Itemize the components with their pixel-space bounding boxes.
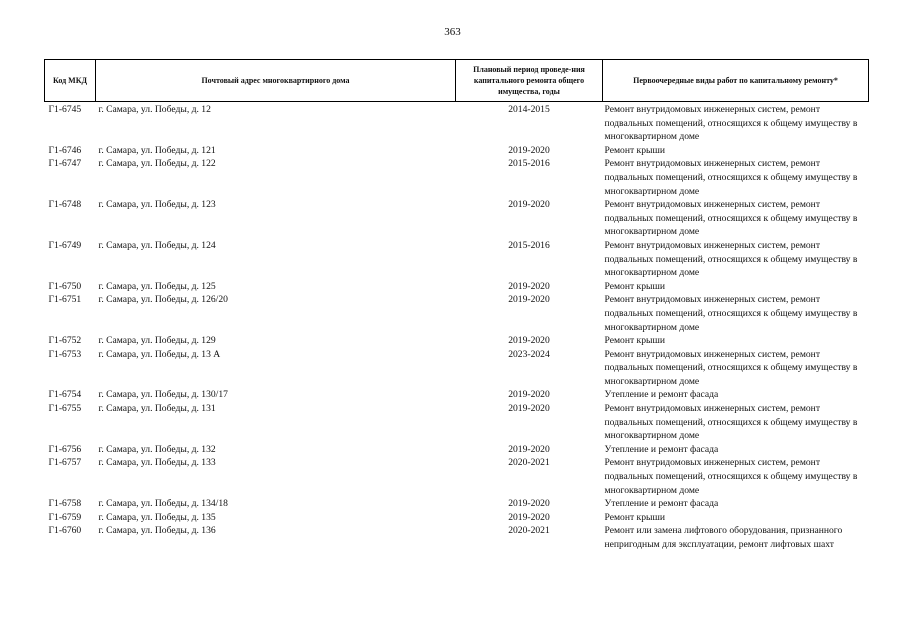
mkd-code-cell: Г1-6749 — [48, 239, 82, 251]
works-cell: Ремонт или замена лифтового оборудования, признанного непригодным для эксплуатации, ремонт лифтовых шахт — [604, 525, 843, 550]
column-header-code: Код МКД — [45, 60, 96, 102]
works-cell: Ремонт внутридомовых инженерных систем, ремонт подвальных помещений, относящихся к общему имуществу в многоквартирном доме — [604, 457, 858, 496]
period-cell: 2019-2020 — [508, 335, 550, 347]
address-cell: г. Самара, ул. Победы, д. 135 — [98, 511, 216, 523]
table-row — [45, 388, 869, 402]
address-cell: г. Самара, ул. Победы, д. 130/17 — [98, 389, 228, 401]
table-row — [45, 443, 869, 457]
page-number: 363 — [444, 26, 461, 38]
table-row — [45, 157, 869, 198]
address-cell: г. Самара, ул. Победы, д. 126/20 — [98, 294, 228, 306]
address-cell: г. Самара, ул. Победы, д. 134/18 — [98, 498, 228, 510]
works-cell: Ремонт крыши — [604, 335, 665, 347]
table-row — [45, 239, 869, 280]
works-cell: Ремонт внутридомовых инженерных систем, ремонт подвальных помещений, относящихся к общему имуществу в многоквартирном доме — [604, 294, 858, 333]
period-cell: 2019-2020 — [508, 389, 550, 401]
period-cell: 2019-2020 — [508, 144, 550, 156]
mkd-code-cell: Г1-6756 — [48, 443, 82, 455]
address-cell: г. Самара, ул. Победы, д. 131 — [98, 403, 216, 415]
mkd-code-cell: Г1-6745 — [48, 104, 82, 115]
mkd-code-cell: Г1-6747 — [48, 158, 82, 170]
period-cell: 2020-2021 — [508, 457, 550, 469]
period-cell: 2019-2020 — [508, 280, 550, 292]
mkd-code-cell: Г1-6754 — [48, 389, 82, 401]
column-header-period: Плановый период проведе-ния капитального ремонта общего имущества, годы — [456, 60, 603, 102]
table-row — [45, 334, 869, 348]
table-row — [45, 280, 869, 294]
table-row — [45, 348, 869, 389]
table-row — [45, 511, 869, 525]
mkd-code-cell: Г1-6758 — [48, 498, 82, 510]
table-row — [45, 402, 869, 443]
table-row — [45, 497, 869, 511]
period-cell: 2015-2016 — [508, 239, 550, 251]
address-cell: г. Самара, ул. Победы, д. 121 — [98, 144, 216, 156]
mkd-code-cell: Г1-6753 — [48, 348, 82, 360]
address-cell: г. Самара, ул. Победы, д. 133 — [98, 457, 216, 469]
address-cell: г. Самара, ул. Победы, д. 125 — [98, 280, 216, 292]
works-cell: Ремонт крыши — [604, 280, 665, 292]
address-cell: г. Самара, ул. Победы, д. 123 — [98, 199, 216, 211]
table-row — [45, 293, 869, 334]
works-cell: Утепление и ремонт фасада — [604, 389, 719, 401]
works-cell: Ремонт внутридомовых инженерных систем, ремонт подвальных помещений, относящихся к общему имуществу в многоквартирном доме — [604, 104, 858, 143]
works-cell: Ремонт внутридомовых инженерных систем, ремонт подвальных помещений, относящихся к общему имуществу в многоквартирном доме — [604, 403, 858, 442]
works-cell: Утепление и ремонт фасада — [604, 443, 719, 455]
table-body — [45, 102, 869, 552]
address-cell: г. Самара, ул. Победы, д. 136 — [98, 525, 216, 537]
address-cell: г. Самара, ул. Победы, д. 129 — [98, 335, 216, 347]
mkd-code-cell: Г1-6751 — [48, 294, 82, 306]
period-cell: 2019-2020 — [508, 294, 550, 306]
address-cell: г. Самара, ул. Победы, д. 122 — [98, 158, 216, 170]
works-cell: Ремонт внутридомовых инженерных систем, ремонт подвальных помещений, относящихся к общему имуществу в многоквартирном доме — [604, 239, 858, 279]
works-cell: Ремонт внутридомовых инженерных систем, ремонт подвальных помещений, относящихся к общему имуществу в многоквартирном доме — [604, 158, 858, 197]
mkd-code-cell: Г1-6759 — [48, 511, 82, 523]
table-row — [45, 103, 869, 144]
works-cell: Утепление и ремонт фасада — [604, 498, 719, 510]
period-cell: 2019-2020 — [508, 443, 550, 455]
works-cell: Ремонт внутридомовых инженерных систем, ремонт подвальных помещений, относящихся к общему имуществу в многоквартирном доме — [604, 199, 858, 238]
mkd-code-cell: Г1-6746 — [48, 144, 82, 156]
column-header-works: Первоочередные виды работ по капитальному ремонту* — [603, 60, 869, 102]
works-cell: Ремонт крыши — [604, 144, 665, 156]
table-row — [45, 524, 869, 551]
mkd-code-cell: Г1-6760 — [48, 525, 82, 537]
address-cell: г. Самара, ул. Победы, д. 13 А — [98, 348, 221, 360]
period-cell: 2019-2020 — [508, 403, 550, 415]
mkd-code-cell: Г1-6748 — [48, 199, 82, 211]
housing-register-table — [44, 59, 869, 552]
address-cell: г. Самара, ул. Победы, д. 132 — [98, 443, 216, 455]
mkd-code-cell: Г1-6757 — [48, 457, 82, 469]
works-cell: Ремонт крыши — [604, 511, 665, 523]
period-cell: 2019-2020 — [508, 498, 550, 510]
table-header-row — [45, 60, 869, 102]
table-row — [45, 198, 869, 239]
period-cell: 2019-2020 — [508, 199, 550, 211]
address-cell: г. Самара, ул. Победы, д. 124 — [98, 239, 216, 251]
mkd-code-cell: Г1-6752 — [48, 335, 82, 347]
period-cell: 2014-2015 — [508, 104, 550, 115]
table-row — [45, 144, 869, 158]
table-row — [45, 456, 869, 497]
period-cell: 2023-2024 — [508, 348, 550, 360]
period-cell: 2020-2021 — [508, 525, 550, 537]
works-cell: Ремонт внутридомовых инженерных систем, ремонт подвальных помещений, относящихся к общему имуществу в многоквартирном доме — [604, 348, 858, 387]
period-cell: 2015-2016 — [508, 158, 550, 170]
period-cell: 2019-2020 — [508, 511, 550, 523]
mkd-code-cell: Г1-6750 — [48, 280, 82, 292]
address-cell: г. Самара, ул. Победы, д. 12 — [98, 104, 211, 115]
column-header-address: Почтовый адрес многоквартирного дома — [96, 60, 456, 102]
mkd-code-cell: Г1-6755 — [48, 403, 82, 415]
